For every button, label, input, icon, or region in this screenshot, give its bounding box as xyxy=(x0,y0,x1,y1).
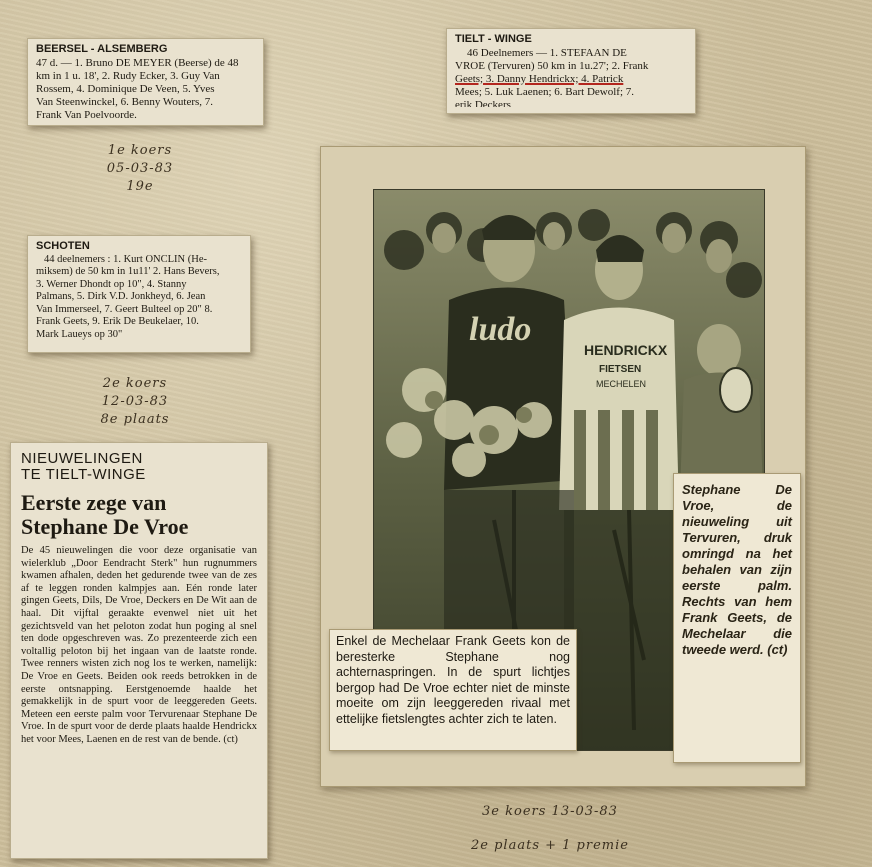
clipping-line: Frank Geets, 9. Erik De Beukelaer, 10. xyxy=(36,316,199,327)
photo-frame xyxy=(320,146,806,787)
clipping-schoten xyxy=(27,235,251,353)
note-race-1 xyxy=(80,142,200,196)
article-clipping xyxy=(10,442,268,859)
article-headline xyxy=(11,483,267,543)
photo-caption-left: Enkel de Mechelaar Frank Geets kon de beresterke Stephane nog achternaspringen. In de spurt lichtjes bergop had De Vroe echter niet de minste moeite om zijn leeggereden rivaal met ettelijke fietslengtes achter zich te laten. xyxy=(329,629,577,751)
kicker-line: TE TIELT-WINGE xyxy=(21,466,146,483)
note-line: 2e plaats + 1 premie xyxy=(471,838,629,853)
article-kicker xyxy=(11,443,267,483)
article-body: De 45 nieuwelingen die voor deze organisatie van wielerklub „Door Eendracht Sterk" hun rugnummers kwamen afhalen, deden het gedurende twee van de zes af te leggen ronden kalmpjes aan. Eén ronde later gingen Geets, Dils, De Vroe, Deckers en De Wit aan de haal. Dit vijftal geraakte evenwel niet uit het gezichtsveld van het peloton zodat hun poging al snel ten dode opgeschreven was. Zo prezenteerde zich een voltallig peloton bij het ingaan van de laatste ronde. Twee renners wisten zich nog los te werken, namelijk: De Vroe en Geets. Beiden ook reeds betrokken in de eerste ontsnapping. Eerstgenoemde haalde het gemakkelijk in de spurt voor de leeggereden Geets. Meteen een eerste palm voor Tervurenaar Stephane De Vroe. In de spurt voor de derde plaats haalde Hendrickx het voor Mees, Laenen en de rest van de bende. (ct) xyxy=(21,545,257,745)
clipping-line: erik Deckers xyxy=(455,99,511,107)
clipping-line: Mark Laueys op 30" xyxy=(36,328,123,340)
note-line: 19e xyxy=(126,179,154,194)
jersey-text-hendrickx: HENDRICKX xyxy=(584,342,668,358)
clipping-line: 3. Werner Dhondt op 10", 4. Stanny xyxy=(36,278,187,290)
note-line: 3e koers 13-03-83 xyxy=(482,804,618,819)
clipping-line: VROE (Tervuren) 50 km in 1u.27'; 2. Frank xyxy=(455,60,649,72)
headline-line: Stephane De Vroe xyxy=(21,514,189,539)
note-line: 8e plaats xyxy=(100,412,170,427)
clipping-line: Palmans, 5. Dirk V.D. Jonkheyd, 6. Jean xyxy=(36,291,206,302)
note-race-3 xyxy=(430,795,670,863)
headline-line: Eerste zege van xyxy=(21,490,167,515)
clipping-line: 46 Deelnemers — 1. STEFAAN DE xyxy=(467,47,627,59)
clipping-line: Frank Van Poelvoorde. xyxy=(36,109,137,121)
clipping-title: BEERSEL - ALSEMBERG xyxy=(36,43,168,55)
note-line: 05-03-83 xyxy=(106,161,174,176)
clipping-line: km in 1 u. 18', 2. Rudy Ecker, 3. Guy Van xyxy=(36,70,220,82)
note-line: 1e koers xyxy=(107,143,173,158)
kicker-line: NIEUWELINGEN xyxy=(21,450,143,467)
clipping-line: 47 d. — 1. Bruno DE MEYER (Beerse) de 48 xyxy=(36,57,239,69)
clipping-line: 44 deelnemers : 1. Kurt ONCLIN (He- xyxy=(44,253,207,265)
jersey-text-ludo: ludo xyxy=(469,311,532,348)
note-line: 12-03-83 xyxy=(101,394,169,409)
clipping-tielt-winge xyxy=(446,28,696,114)
note-race-2 xyxy=(70,375,200,429)
jersey-text-fietsen: FIETSEN xyxy=(599,364,642,375)
clipping-beersel xyxy=(27,38,264,126)
photo-caption-right: Stephane De Vroe, de nieuweling uit Tervuren, druk omringd na het behalen van zijn eerste palm. Rechts van hem Frank Geets, de Mechelaar die tweede werd. (ct) xyxy=(673,473,801,763)
clipping-line-highlighted: Geets; 3. Danny Hendrickx; 4. Patrick xyxy=(455,73,624,85)
clipping-line: Van Immerseel, 7. Geert Bulteel op 20" 8. xyxy=(36,303,213,315)
clipping-title: TIELT - WINGE xyxy=(455,33,532,45)
clipping-line: Mees; 5. Luk Laenen; 6. Bart Dewolf; 7. xyxy=(455,86,635,98)
clipping-line: Van Steenwinckel, 6. Benny Wouters, 7. xyxy=(36,96,214,108)
note-line: 2e koers xyxy=(102,376,168,391)
jersey-text-mechelen: MECHELEN xyxy=(596,379,647,389)
clipping-title: SCHOTEN xyxy=(36,240,90,252)
clipping-line: miksem) de 50 km in 1u11' 2. Hans Bevers, xyxy=(36,266,220,277)
clipping-line: Rossem, 4. Dominique De Veen, 5. Yves xyxy=(36,83,215,95)
